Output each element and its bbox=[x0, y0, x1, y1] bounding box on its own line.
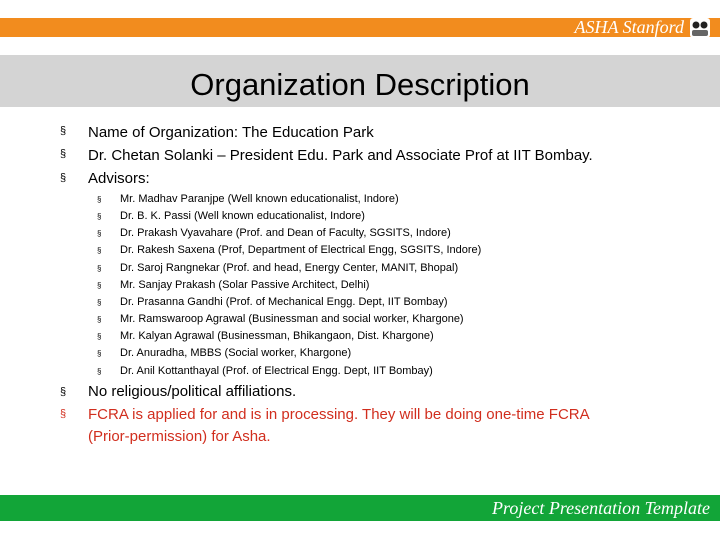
advisor-item: Dr. Rakesh Saxena (Prof, Department of Electrical Engg, SGSITS, Indore) bbox=[120, 244, 482, 256]
sub-bullet-marker: § bbox=[97, 298, 102, 307]
affiliations-line: No religious/political affiliations. bbox=[88, 383, 297, 400]
advisor-item: Dr. Anil Kottanthayal (Prof. of Electrical Engg. Dept, IIT Bombay) bbox=[120, 365, 433, 377]
sub-bullet-marker: § bbox=[97, 195, 102, 204]
bullet-marker: § bbox=[60, 386, 67, 398]
sub-bullet-marker: § bbox=[97, 332, 102, 341]
sub-bullet-marker: § bbox=[97, 229, 102, 238]
sub-bullet-marker: § bbox=[97, 281, 102, 290]
president-line: Dr. Chetan Solanki – President Edu. Park and Associate Prof at IIT Bombay. bbox=[88, 147, 593, 164]
page-title: Organization Description bbox=[190, 67, 530, 102]
advisor-item: Dr. Saroj Rangnekar (Prof. and head, Energy Center, MANIT, Bhopal) bbox=[120, 262, 459, 274]
advisor-item: Mr. Sanjay Prakash (Solar Passive Architect, Delhi) bbox=[120, 279, 370, 291]
bullet-marker: § bbox=[60, 172, 67, 184]
sub-bullet-marker: § bbox=[97, 349, 102, 358]
brand-title: ASHA Stanford bbox=[574, 17, 684, 37]
advisor-item: Dr. Prakash Vyavahare (Prof. and Dean of Faculty, SGSITS, Indore) bbox=[120, 227, 451, 239]
advisor-item: Mr. Madhav Paranjpe (Well known educationalist, Indore) bbox=[120, 193, 399, 205]
sub-bullet-marker: § bbox=[97, 315, 102, 324]
advisors-heading: Advisors: bbox=[88, 170, 150, 187]
fcra-line-continued: (Prior-permission) for Asha. bbox=[88, 428, 271, 445]
sub-bullet-marker: § bbox=[97, 212, 102, 221]
bullet-marker: § bbox=[60, 148, 67, 160]
fcra-line: FCRA is applied for and is in processing. They will be doing one-time FCRA bbox=[88, 406, 590, 423]
bullet-marker: § bbox=[60, 125, 67, 137]
advisor-item: Dr. Anuradha, MBBS (Social worker, Khargone) bbox=[120, 347, 352, 359]
bullet-marker: § bbox=[60, 408, 67, 420]
advisor-item: Dr. Prasanna Gandhi (Prof. of Mechanical Engg. Dept, IIT Bombay) bbox=[120, 296, 448, 308]
sub-bullet-marker: § bbox=[97, 367, 102, 376]
sub-bullet-marker: § bbox=[97, 246, 102, 255]
advisor-item: Mr. Ramswaroop Agrawal (Businessman and social worker, Khargone) bbox=[120, 313, 464, 325]
footer-text: Project Presentation Template bbox=[492, 498, 710, 518]
asha-logo-icon bbox=[688, 16, 712, 40]
advisor-item: Dr. B. K. Passi (Well known educationalist, Indore) bbox=[120, 210, 365, 222]
advisor-item: Mr. Kalyan Agrawal (Businessman, Bhikangaon, Dist. Khargone) bbox=[120, 330, 434, 342]
sub-bullet-marker: § bbox=[97, 264, 102, 273]
organization-name: Name of Organization: The Education Park bbox=[88, 124, 374, 141]
